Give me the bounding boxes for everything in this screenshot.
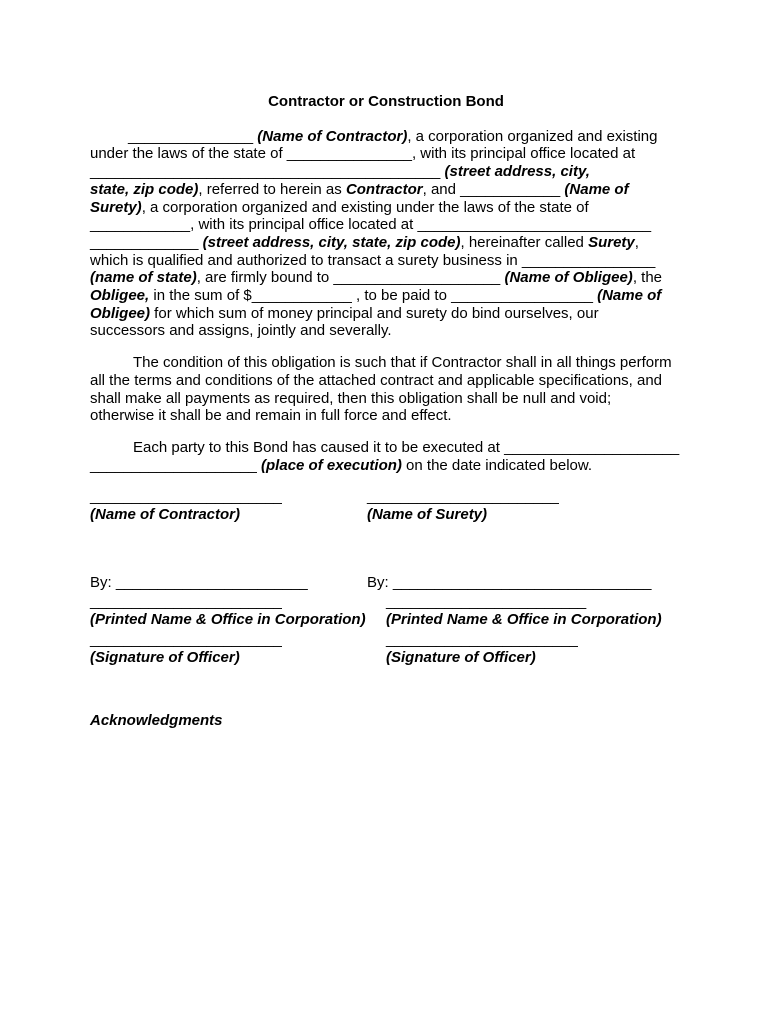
text-line: otherwise it shall be and remain in full force and effect.: [90, 407, 452, 425]
name-of-contractor-label: (Name of Contractor): [90, 506, 241, 524]
text-segment: , with its principal office located at: [411, 145, 636, 163]
text-segment: , with its principal office located at: [190, 216, 418, 234]
text-line: [90, 305, 682, 323]
signature-line-row: [90, 631, 682, 649]
blank-street-address: ____________________________: [417, 216, 652, 234]
text-line: all the terms and conditions of the attached contract and applicable specifications, and: [90, 371, 663, 389]
surety-term: Surety: [588, 233, 635, 251]
condition-paragraph: [90, 354, 682, 425]
name-line-row: [90, 488, 682, 506]
blank-name-of-obligee: ____________________: [333, 269, 501, 287]
surety-by-line: _______________________________: [392, 573, 652, 591]
by-label: By:: [90, 573, 116, 591]
contractor-term: Contractor: [345, 180, 423, 198]
name-label-row: [90, 506, 682, 524]
text-line: [90, 457, 682, 475]
signature-of-officer-label: (Signature of Officer): [90, 648, 240, 666]
surety-printed-name-line: ________________________: [386, 593, 587, 611]
contractor-printed-name-line: _______________________: [90, 593, 282, 611]
text-segment: , a corporation organized and existing: [407, 127, 658, 145]
blank-business-state: ________________: [521, 251, 656, 269]
street-address-hint-cont: state, zip code): [90, 180, 199, 198]
text-line: The condition of this obligation is such that if Contractor shall in all things perform: [133, 354, 672, 372]
text-segment: , a corporation organized and existing under the laws of the state of: [141, 198, 589, 216]
name-of-surety-hint-cont: Surety): [90, 198, 142, 216]
text-segment: , and: [422, 180, 461, 198]
obligee-term: Obligee,: [90, 287, 150, 305]
signature-block: [90, 488, 682, 666]
name-of-contractor-hint: (Name of Contractor): [253, 127, 408, 145]
text-line: [90, 269, 682, 287]
surety-officer-signature-line: _______________________: [386, 630, 578, 648]
place-of-execution-hint: (place of execution): [256, 456, 402, 474]
name-of-obligee-hint: (Name of Obligee): [500, 269, 633, 287]
blank-name-of-surety: ____________: [460, 180, 561, 198]
blank-street-address-cont: _____________: [90, 233, 199, 251]
name-of-surety-hint: (Name of: [560, 180, 629, 198]
printed-name-office-label: (Printed Name & Office in Corporation): [90, 611, 366, 629]
text-line: [90, 439, 682, 457]
text-line: [90, 322, 682, 340]
name-of-obligee-hint-cont: Obligee): [90, 304, 151, 322]
opening-paragraph: [90, 128, 682, 340]
printed-name-office-label: (Printed Name & Office in Corporation): [386, 611, 662, 629]
text-line: [90, 128, 682, 146]
signature-of-officer-label: (Signature of Officer): [386, 648, 536, 666]
text-line: [90, 181, 682, 199]
text-line: [90, 287, 682, 305]
text-segment: ,: [634, 233, 639, 251]
text-line: [90, 252, 682, 270]
document-title: Contractor or Construction Bond: [268, 93, 504, 110]
street-address-hint: (street address, city,: [440, 163, 590, 181]
text-segment: in the sum of $: [149, 287, 252, 305]
blank-state: _______________: [286, 145, 412, 163]
by-row: [90, 574, 682, 592]
text-segment: , to be paid to: [351, 287, 452, 305]
name-of-surety-label: (Name of Surety): [367, 506, 488, 524]
text-segment: under the laws of the state of: [90, 145, 287, 163]
text-line: [90, 199, 682, 217]
street-address-hint: (street address, city, state, zip code): [198, 233, 461, 251]
surety-name-signature-line: _______________________: [367, 488, 559, 506]
text-segment: , referred to herein as: [198, 180, 346, 198]
name-of-obligee-hint: (Name of: [592, 287, 662, 305]
text-line: shall make all payments as required, then this obligation shall be null and void;: [90, 389, 612, 407]
signature-label-row: [90, 649, 682, 667]
text-segment: Each party to this Bond has caused it to be executed at: [133, 438, 505, 456]
blank-sum-amount: ____________: [251, 287, 352, 305]
text-segment: , hereinafter called: [460, 233, 589, 251]
text-segment: for which sum of money principal and surety do bind ourselves, our: [150, 304, 599, 322]
text-segment: , are firmly bound to: [196, 269, 334, 287]
name-of-state-hint: (name of state): [90, 269, 197, 287]
surety-by-group: [367, 574, 651, 592]
blank-place-of-execution-cont: ____________________: [90, 456, 257, 474]
text-segment: , the: [632, 269, 662, 287]
by-label: By:: [367, 573, 393, 591]
blank-street-address: __________________________________________: [90, 163, 441, 181]
blank-paid-to: _________________: [451, 287, 593, 305]
printed-name-label-row: [90, 611, 682, 629]
text-segment: successors and assigns, jointly and severally.: [90, 322, 392, 340]
text-segment: which is qualified and authorized to transact a surety business in: [90, 251, 522, 269]
blank-place-of-execution: _____________________: [504, 438, 680, 456]
contractor-officer-signature-line: _______________________: [90, 630, 282, 648]
printed-name-line-row: [90, 593, 682, 611]
text-line: [90, 163, 682, 181]
text-line: [90, 145, 682, 163]
blank-state: ____________: [90, 216, 191, 234]
text-segment: on the date indicated below.: [401, 456, 593, 474]
text-line: [90, 234, 682, 252]
acknowledgments-heading: Acknowledgments: [90, 712, 223, 730]
execution-paragraph: [90, 439, 682, 474]
text-line: [90, 216, 682, 234]
contractor-name-signature-line: _______________________: [90, 488, 282, 506]
contractor-by-line: _______________________: [115, 573, 308, 591]
blank-name-of-contractor: _______________: [128, 127, 254, 145]
